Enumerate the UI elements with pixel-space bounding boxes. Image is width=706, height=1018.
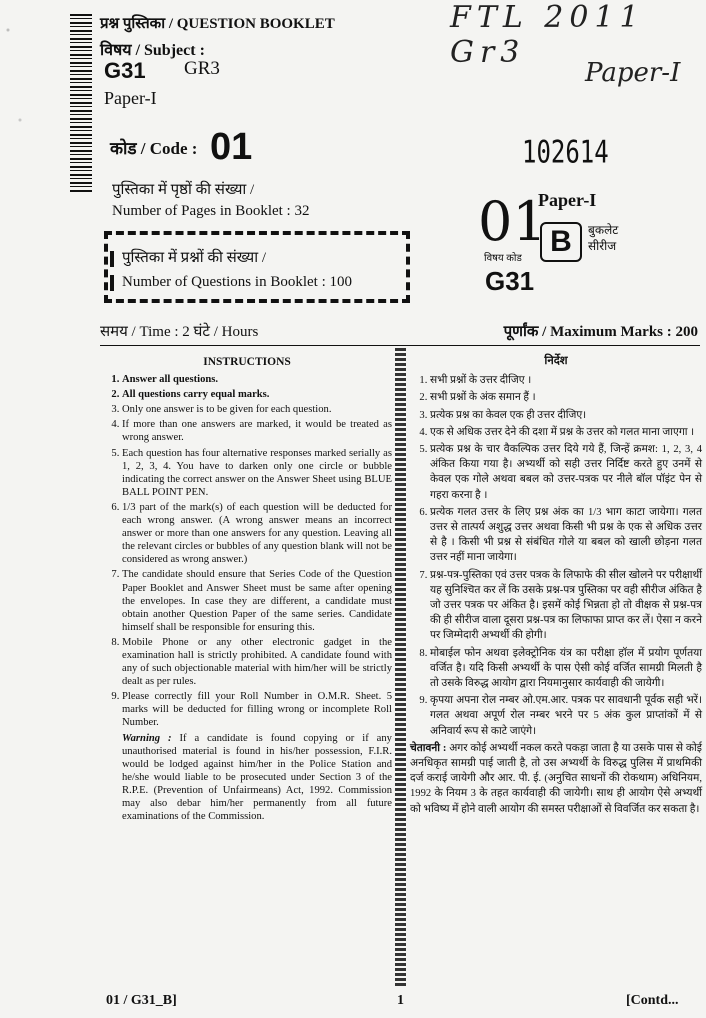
scan-edge-marks: [0, 0, 40, 1018]
instruction-item: 4. If more than one answers are marked, it would be treated as wrong answer.: [122, 418, 392, 444]
booklet-series-label: बुकलेट सीरीज: [588, 223, 619, 253]
instructions-title: INSTRUCTIONS: [203, 356, 291, 368]
nirdesh-item: 8. मोबाईल फोन अथवा इलेक्ट्रोनिक यंत्र का परीक्षा हॉल में प्रयोग पूर्णतया वर्जित है। यदि किसी अभ्यर्थी के पास ऐसी कोई वर्जित सामग्री मिलती है तो उसके विरुद्ध आयोग द्वारा नियमानुसार कार्यवाही की जायेगी।: [430, 646, 702, 692]
nirdesh-item: 5. प्रत्येक प्रश्न के चार वैकल्पिक उत्तर दिये गये हैं, जिन्हें क्रमश: 1, 2, 3, 4 अंकित किया गया है। अभ्यर्थी को सही उत्तर निर्दिष्ट करते हुए उनमें से केवल एक गोले अथवा बबल को उत्तर-पत्रक पर नीले बॉल पॉइंट पेन से गहरा करना है ।: [430, 442, 702, 503]
handwritten-top: FTL 2011 Gr3: [450, 0, 645, 70]
barcode: [70, 14, 92, 192]
nirdesh-item: 7. प्रश्न-पत्र-पुस्तिका एवं उत्तर पत्रक के लिफाफे की सील खोलने पर परीक्षार्थी यह सुनिश्चित कर लें कि उसके प्रश्न-पत्र पुस्तिका पर वही सीरीज अंकित है जो उत्तर पत्रक पर अंकित है। इसमें कोई भिन्नता हो तो वीक्षक से प्रश्न-पत्र की ही सीरीज वाला दूसरा प्रश्न-पत्र का लिफाफा प्राप्त कर लें। ऐसा न करने पर जिम्मेदारी अभ्यर्थी की होगी।: [430, 568, 702, 644]
series-subject-code: G31: [485, 266, 535, 296]
pages-hindi: पुस्तिका में पृष्ठों की संख्या /: [112, 182, 255, 198]
questions-hindi: पुस्तिका में प्रश्नों की संख्या /: [122, 250, 267, 266]
instruction-item: 9. Please correctly fill your Roll Number in O.M.R. Sheet. 5 marks will be deducted for filling wrong or incomplete Roll Number.: [122, 690, 392, 729]
chetavani-text: अगर कोई अभ्यर्थी नकल करते पकड़ा जाता है या उसके पास से कोई अनधिकृत सामग्री पाई जाती है, तो उस अभ्यर्थी के विरुद्ध पुलिस में प्राथमिकी दर्ज कराई जायेगी और आर. पी. ई. (अनुचित साधनों की रोकथाम) अधिनियम, 1992 के नियम 3 के तहत कार्यवाही की जायेगी। साथ ही आयोग ऐसे अभ्यर्थी को भविष्य में होने वाली आयोग की समस्त परीक्षाओं से विवर्जित कर सकता है।: [410, 742, 702, 815]
code-label: कोड / Code :: [110, 139, 198, 158]
series-number: 01: [478, 190, 547, 253]
instruction-item: 5. Each question has four alternative responses marked serially as 1, 2, 3, 4. You have to darken only one circle or bubble indicating the correct answer on the Answer Sheet using BLUE BALL POINT PEN.: [122, 447, 392, 499]
booklet-label: प्रश्न पुस्तिका / QUESTION BOOKLET: [100, 16, 335, 32]
instructions-list: [102, 373, 392, 729]
nirdesh-item: 6. प्रत्येक गलत उत्तर के लिए प्रश्न अंक का 1/3 भाग काटा जायेगा। गलत उत्तर से तात्पर्य अशुद्ध उत्तर अथवा किसी भी प्रश्न के एक से अधिक उत्तर से है । किसी भी प्रश्न से संबंधित गोले या बबल को खाली छोड़ना गलत उत्तर नहीं माना जायेगा।: [430, 505, 702, 566]
warning-text: If a candidate is found copying or if any unauthorised material is found in his/her possession, F.I.R. would be lodged against him/her in the Police Station and he/she would liable to be prosecuted under Section 3 of the R.P.E. (Prevention of Unfairmeans) Act, 1992. Commission may also debar him/her permanently from all future examinations of the Commission.: [122, 732, 392, 823]
instruction-item: 2. All questions carry equal marks.: [122, 388, 392, 401]
nirdesh-title: निर्देश: [544, 355, 568, 367]
chetavani-label: चेतावनी :: [410, 742, 447, 754]
serial-number: 102614: [522, 133, 609, 171]
nirdesh-item: 4. एक से अधिक उत्तर देने की दशा में प्रश्न के उत्तर को गलत माना जाएगा ।: [430, 425, 702, 440]
questions-english: Number of Questions in Booklet : 100: [122, 274, 352, 290]
questions-info: [110, 246, 352, 294]
page-number: 1: [397, 993, 404, 1008]
subject-label: विषय / Subject :: [100, 42, 205, 59]
instruction-item: 8. Mobile Phone or any other electronic gadget in the examination hall is strictly prohibited. A candidate found with any of such objectionable material with him/her will be strictly dealt as per rules.: [122, 636, 392, 688]
series-letter-box: B: [540, 222, 582, 262]
code-value: 01: [210, 126, 253, 168]
subject-code: G31: [104, 58, 146, 83]
max-marks: पूर्णांक / Maximum Marks : 200: [503, 324, 698, 340]
handwritten-paper: Paper-I: [585, 58, 681, 88]
nirdesh-item: 1. सभी प्रश्नों के उत्तर दीजिए ।: [430, 373, 702, 388]
instruction-item: 6. 1/3 part of the mark(s) of each question will be deducted for each wrong answer. (A wrong answer means an incorrect answer or more than one answers for any question. Leaving all the relevant circles or bubbles of any question blank will not be considered as wrong answer.): [122, 501, 392, 566]
continued-label: [Contd...: [626, 993, 679, 1008]
instructions-hindi: [410, 354, 702, 817]
column-divider: [395, 348, 406, 988]
instruction-item: 7. The candidate should ensure that Series Code of the Question Paper Booklet and Answer Sheet must be same after opening the envelopes. In case they are different, a candidate must obtain another Question Paper of the same series. Candidate himself shall be responsible for ensuring this.: [122, 568, 392, 633]
nirdesh-item: 3. प्रत्येक प्रश्न का केवल एक ही उत्तर दीजिए।: [430, 408, 702, 423]
instruction-item: 3. Only one answer is to be given for each question.: [122, 403, 392, 416]
footer-code: 01 / G31_B]: [106, 993, 177, 1008]
nirdesh-item: 9. कृपया अपना रोल नम्बर ओ.एम.आर. पत्रक पर सावधानी पूर्वक सही भरें। गलत अथवा अपूर्ण रोल नम्बर भरने पर 5 अंक कुल प्राप्तांकों में से अनिवार्य रूप से काटे जाएंगे।: [430, 693, 702, 739]
paper-label: Paper-I: [104, 88, 157, 108]
pages-info: [112, 180, 309, 222]
subject-code-hindi: विषय कोड: [484, 253, 522, 264]
subject-group: GR3: [184, 58, 220, 79]
series-paper: Paper-I: [538, 190, 597, 210]
instructions-english: [102, 356, 392, 823]
instruction-item: 1. Answer all questions.: [122, 373, 392, 386]
chetavani-block: [410, 741, 702, 817]
time-label: समय / Time : 2 घंटे / Hours: [100, 324, 259, 340]
time-marks-line: [100, 321, 700, 346]
nirdesh-list: [410, 373, 702, 739]
pages-english: Number of Pages in Booklet : 32: [112, 203, 310, 219]
warning-block: [102, 732, 392, 824]
nirdesh-item: 2. सभी प्रश्नों के अंक समान हैं ।: [430, 390, 702, 405]
warning-label: Warning :: [122, 732, 172, 744]
